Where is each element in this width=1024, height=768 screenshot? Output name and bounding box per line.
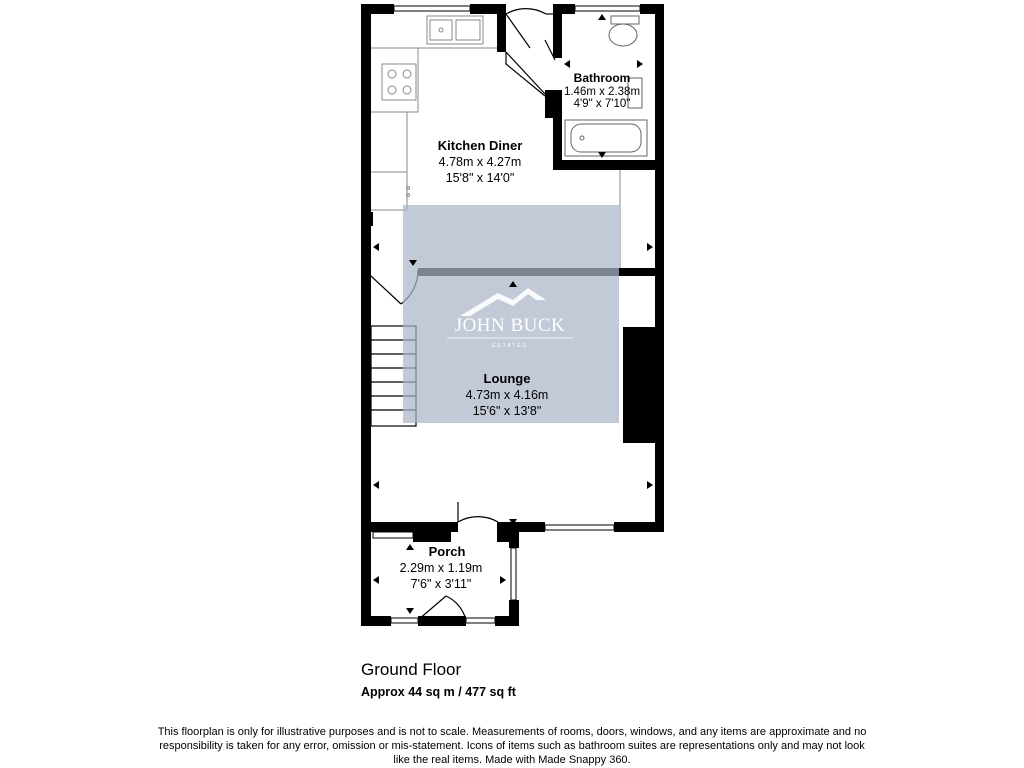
room-bathroom-label xyxy=(564,71,640,110)
watermark-logo-subtext: ESTATES xyxy=(491,343,529,349)
bathroom-imperial: 4'9" x 7'10" xyxy=(573,98,631,110)
watermark-logo-text: JOHN BUCK xyxy=(454,315,566,336)
kitchen-metric: 4.78m x 4.27m xyxy=(438,155,522,169)
floor-title: Ground Floor xyxy=(361,660,462,679)
porch-name: Porch xyxy=(428,544,466,559)
bathroom-metric: 1.46m x 2.38m xyxy=(563,86,641,98)
porch-metric: 2.29m x 1.19m xyxy=(399,561,483,575)
lounge-metric: 4.73m x 4.16m xyxy=(465,388,549,402)
lounge-name: Lounge xyxy=(483,371,531,386)
porch-imperial: 7'6" x 3'11" xyxy=(410,577,472,591)
floor-area: Approx 44 sq m / 477 sq ft xyxy=(361,685,516,699)
lounge-imperial: 15'6" x 13'8" xyxy=(472,404,542,418)
bathroom-name: Bathroom xyxy=(573,71,631,85)
room-porch-label xyxy=(400,544,483,591)
room-kitchen-label xyxy=(438,138,523,185)
kitchen-imperial: 15'8" x 14'0" xyxy=(445,171,515,185)
kitchen-name: Kitchen Diner xyxy=(437,138,523,153)
disclaimer-text: This floorplan is only for illustrative purposes and is not to scale. Measurements of rooms, doors, windows, and any items are approximate and no responsibility is taken for any error, omission or mis-statement. Icons of items such as bathroom suites are representations only and may not look like the real items. Made with Made Snappy 360. xyxy=(157,726,867,766)
